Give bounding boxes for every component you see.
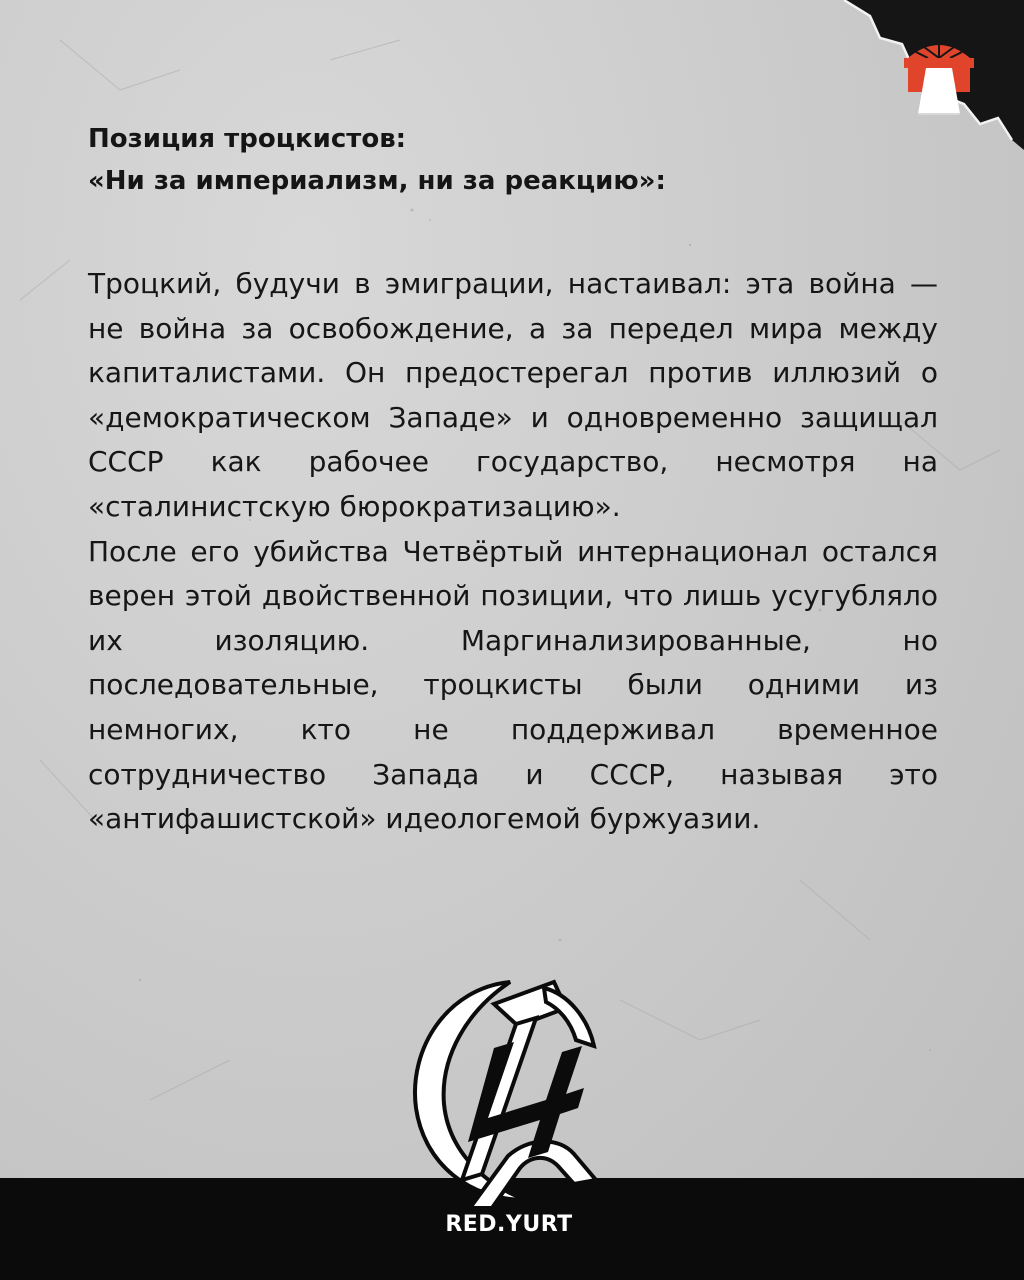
heading-line-1: Позиция троцкистов: <box>88 124 407 154</box>
yurt-logo-icon <box>898 28 980 116</box>
article-body <box>88 262 938 842</box>
brand-name: RED.YURT <box>445 1212 573 1237</box>
paragraph-2: После его убийства Четвёртый интернационал остался верен этой двойственной позиции, что лишь усугубляло их изоляцию. Маргинализированные, но последовательные, троцкисты были одними из немногих, кто не поддерживал временное сотрудничество Запада и СССР, называя это «антифашистской» идеологемой буржуазии. <box>88 534 938 836</box>
paragraph-1: Троцкий, будучи в эмиграции, настаивал: эта война — не война за освобождение, а за передел мира между капиталистами. Он предостерегал против иллюзий о «демократическом Западе» и одновременно защищал СССР как рабочее государство, несмотря на «сталинистскую бюрократизацию». <box>88 267 938 523</box>
section-heading <box>88 118 948 202</box>
heading-line-2: «Ни за империализм, ни за реакцию»: <box>88 166 666 196</box>
fourth-international-emblem-icon <box>398 968 628 1214</box>
